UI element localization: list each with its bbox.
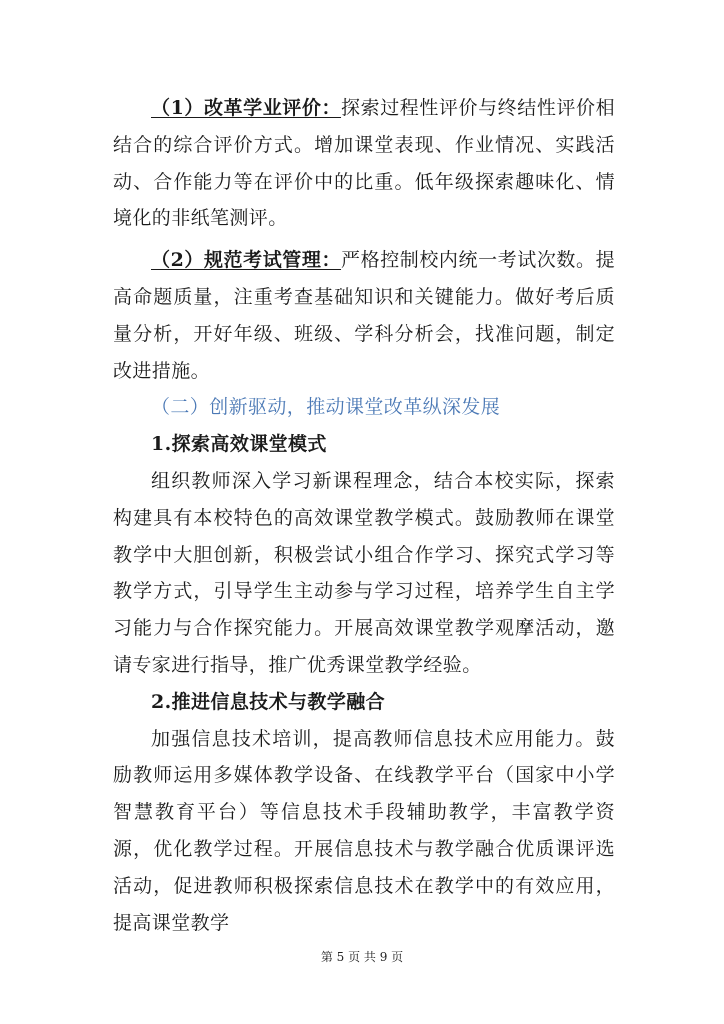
paragraph-lead: （1）改革学业评价： <box>151 97 342 119</box>
subsection-text-2: 加强信息技术培训，提高教师信息技术应用能力。鼓励教师运用多媒体教学设备、在线教学平台（国家中小学智慧教育平台）等信息技术手段辅助教学，丰富教学资源，优化教学过程。开展信息技术与教学融合优质课评选活动，促进教师积极探索信息技术在教学中的有效应用，提高课堂教学 <box>113 727 615 934</box>
subsection-heading-1: 1.探索高效课堂模式 <box>151 433 327 456</box>
paragraph-academic-evaluation <box>113 90 615 237</box>
paragraph-lead: （2）规范考试管理： <box>151 249 342 272</box>
section-heading: （二）创新驱动，推动课堂改革纵深发展 <box>151 396 501 419</box>
paragraph-text: 严格控制校内统一考试次数。提高命题质量，注重考查基础知识和关键能力。做好考后质量分析，开好年级、班级、学科分析会，找准问题，制定改进措施。 <box>113 249 615 382</box>
subsection-heading-2: 2.推进信息技术与教学融合 <box>151 690 386 713</box>
paragraph-exam-management <box>113 242 615 389</box>
page-footer: 第 5 页 共 9 页 <box>320 950 404 964</box>
paragraph-text: 探索过程性评价与终结性评价相结合的综合评价方式。增加课堂表现、作业情况、实践活动、合作能力等在评价中的比重。低年级探索趣味化、情境化的非纸笔测评。 <box>113 97 615 230</box>
document-body <box>113 90 615 941</box>
subsection-text-1: 组织教师深入学习新课程理念，结合本校实际，探索构建具有本校特色的高效课堂教学模式。鼓励教师在课堂教学中大胆创新，积极尝试小组合作学习、探究式学习等教学方式，引导学生主动参与学习过程，培养学生自主学习能力与合作探究能力。开展高效课堂教学观摩活动，邀请专家进行指导，推广优秀课堂教学经验。 <box>113 469 615 676</box>
